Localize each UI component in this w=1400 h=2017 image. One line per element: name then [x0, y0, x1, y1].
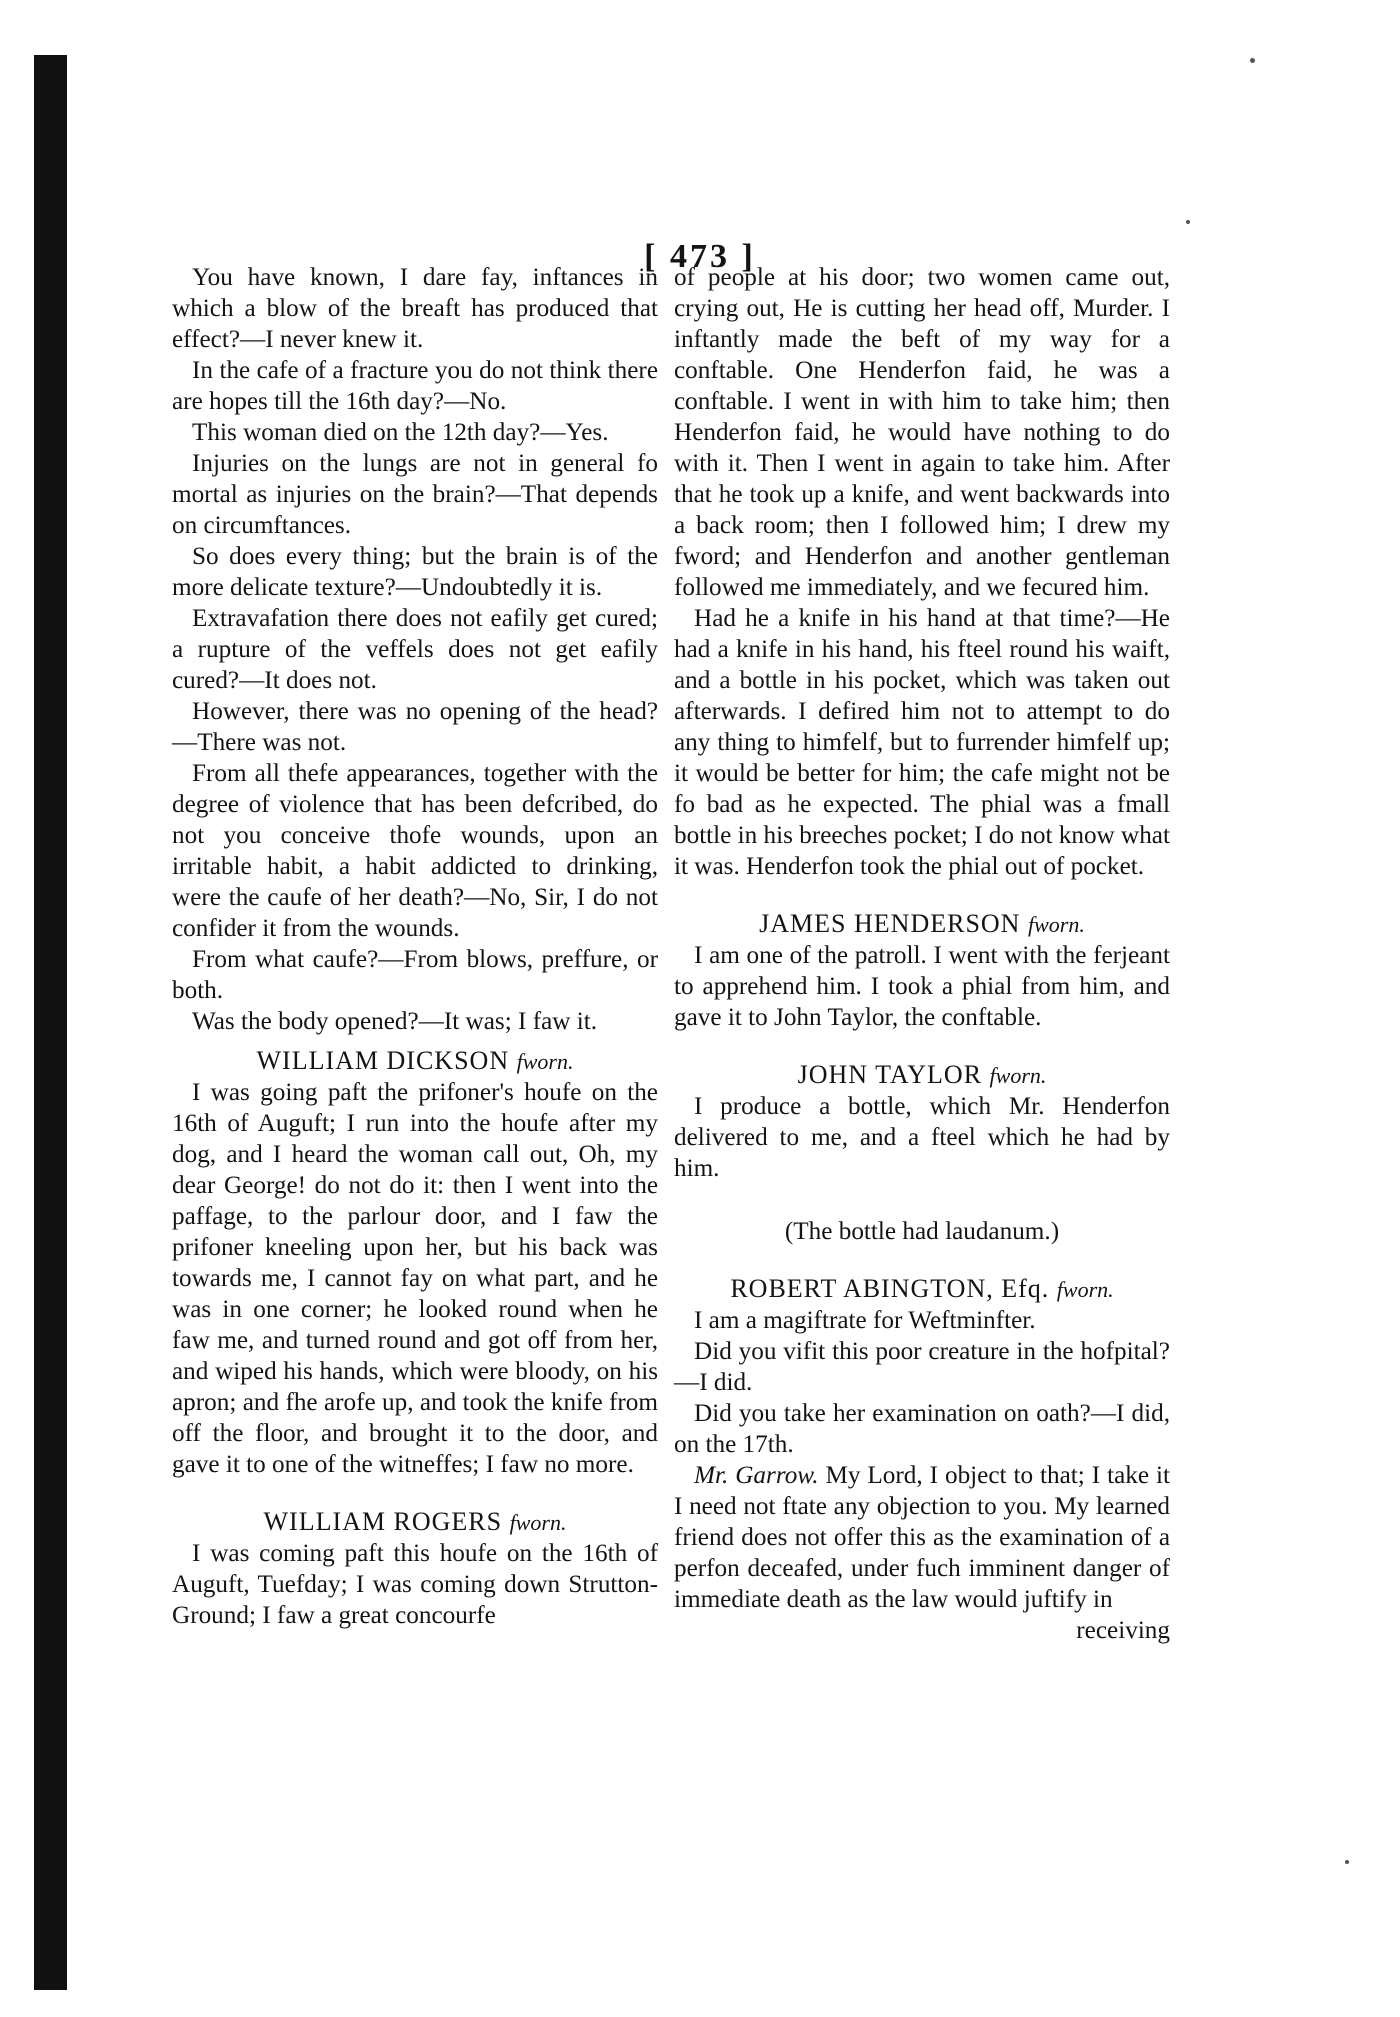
testimony-paragraph: From all thefe appearances, together with the degree of violence that has been defcribed, do not you conceive thofe wounds, upon an irritable habit, a habit addicted to drinking, were the caufe of her death?—No, Sir, I do not confider it from the wounds. — [172, 760, 658, 942]
testimony-paragraph: In the cafe of a fracture you do not think there are hopes till the 16th day?—No. — [172, 357, 658, 415]
testimony-paragraph: I was coming paft this houfe on the 16th of Auguft, Tuefday; I was coming down Strutton-Ground; I faw a great concourfe — [172, 1540, 658, 1629]
testimony-paragraph: Was the body opened?—It was; I faw it. — [192, 1008, 598, 1035]
testimony-paragraph: I am a magiftrate for Weftminfter. — [694, 1307, 1036, 1334]
testimony-paragraph: However, there was no opening of the head?—There was not. — [172, 698, 658, 756]
witness-name: JOHN TAYLOR — [797, 1060, 983, 1089]
witness-heading — [674, 908, 1170, 940]
counsel-statement — [674, 1460, 1170, 1615]
sworn-label: fworn. — [1027, 912, 1085, 937]
testimony-paragraph: Did you vifit this poor creature in the hofpital?—I did. — [674, 1338, 1170, 1396]
book-spine-shadow — [34, 55, 67, 1990]
testimony-paragraph: So does every thing; but the brain is of the more delicate texture?—Undoubtedly it is. — [172, 543, 658, 601]
witness-name: ROBERT ABINGTON, Efq. — [730, 1274, 1050, 1303]
testimony-paragraph: Extravafation there does not eafily get cured; a rupture of the veffels does not get eafily cured?—It does not. — [172, 605, 658, 694]
testimony-paragraph: I was going paft the prifoner's houfe on the 16th of Auguft; I run into the houfe after my dog, and I heard the woman call out, Oh, my dear George! do not do it: then I went into the paffage, to the parlour door, and I faw the prifoner kneeling upon her, but his back was towards me, I cannot fay on what part, and he was in one corner; he looked round when he faw me, and turned round and got off from her, and wiped his hands, which were bloody, on his apron; and fhe arofe up, and took the knife from off the floor, and brought it to the door, and gave it to one of the witneffes; I faw no more. — [172, 1079, 658, 1478]
evidence-note: (The bottle had laudanum.) — [784, 1218, 1060, 1245]
catchword: receiving — [1076, 1617, 1170, 1644]
paper-speck — [1250, 58, 1255, 63]
testimony-paragraph: Did you take her examination on oath?—I did, on the 17th. — [674, 1400, 1170, 1458]
sworn-label: fworn. — [509, 1510, 567, 1535]
testimony-paragraph: Injuries on the lungs are not in general fo mortal as injuries on the brain?—That depends on circumftances. — [172, 450, 658, 539]
witness-name: JAMES HENDERSON — [759, 909, 1021, 938]
witness-heading — [172, 1045, 658, 1077]
sworn-label: fworn. — [516, 1049, 574, 1074]
page-number: [ 473 ] — [644, 238, 756, 275]
witness-name: WILLIAM DICKSON — [256, 1046, 510, 1075]
paper-speck — [1345, 1860, 1349, 1864]
witness-heading — [674, 1273, 1170, 1305]
witness-heading — [674, 1059, 1170, 1091]
testimony-paragraph: Had he a knife in his hand at that time?—He had a knife in his hand, his fteel round his waift, and a bottle in his pocket, which was taken out afterwards. I defired him not to attempt to do any thing to himfelf, but to furrender himfelf up; it would be better for him; the cafe might not be fo bad as he expected. The phial was a fmall bottle in his breeches pocket; I do not know what it was. Henderfon took the phial out of pocket. — [674, 605, 1170, 880]
sworn-label: fworn. — [989, 1063, 1047, 1088]
sworn-label: fworn. — [1056, 1277, 1114, 1302]
left-column — [172, 262, 658, 1631]
paper-speck — [1186, 220, 1190, 224]
testimony-paragraph: of people at his door; two women came out, crying out, He is cutting her head off, Murder. I inftantly made the beft of my way for a conftable. One Henderfon faid, he was a conftable. I went in with him to take him; then Henderfon faid, he would have nothing to do with it. Then I went in again to take him. After that he took up a knife, and went backwards into a back room; then I followed him; I drew my fword; and Henderfon and another gentleman followed me immediately, and we fecured him. — [674, 264, 1170, 601]
testimony-paragraph: I am one of the patroll. I went with the ferjeant to apprehend him. I took a phial from him, and gave it to John Taylor, the conftable. — [674, 942, 1170, 1031]
statement-text: My Lord, I object to that; I take it I need not ftate any objection to you. My learned friend does not offer this as the examination of a perfon deceafed, under fuch imminent danger of immediate death as the law would juftify in — [674, 1462, 1170, 1613]
witness-heading — [172, 1506, 658, 1538]
speaker-name: Mr. Garrow. — [694, 1462, 819, 1489]
witness-name: WILLIAM ROGERS — [263, 1507, 503, 1536]
testimony-paragraph: This woman died on the 12th day?—Yes. — [192, 419, 609, 446]
testimony-paragraph: From what caufe?—From blows, preffure, or both. — [172, 946, 658, 1004]
right-column — [674, 262, 1170, 1646]
testimony-paragraph: You have known, I dare fay, inftances in which a blow of the breaft has produced that effect?—I never knew it. — [172, 264, 658, 353]
testimony-paragraph: I produce a bottle, which Mr. Henderfon delivered to me, and a fteel which he had by him. — [674, 1093, 1170, 1182]
